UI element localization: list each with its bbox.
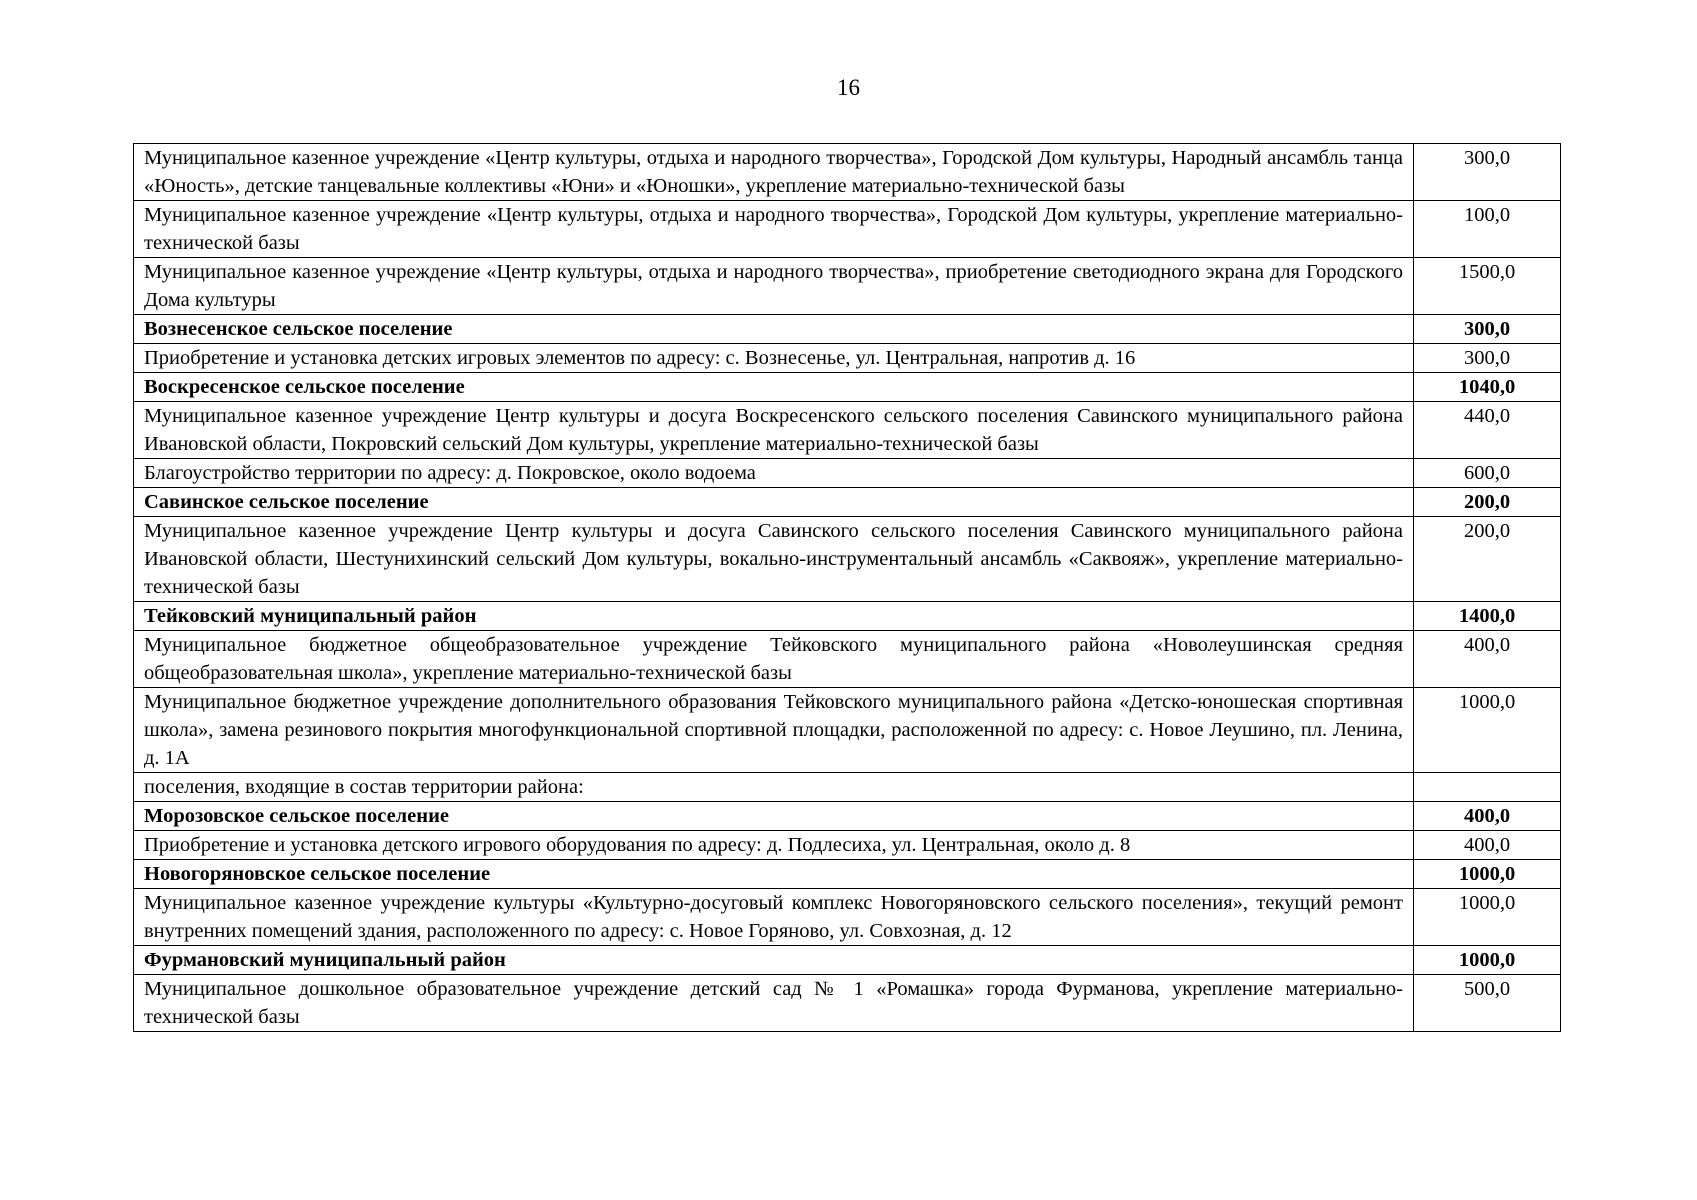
- row-description: Муниципальное казенное учреждение культуры «Культурно-досуговый комплекс Новогоряновского сельского поселения», текущий ремонт внутренних помещений здания, расположенного по адресу: с. Новое Горяново, ул. Совхозная, д. 12: [134, 889, 1414, 946]
- section-total: 300,0: [1414, 315, 1561, 344]
- section-title: Новогоряновское сельское поселение: [134, 860, 1414, 889]
- section-row: [134, 602, 1561, 631]
- section-row: [134, 488, 1561, 517]
- section-title: Тейковский муниципальный район: [134, 602, 1414, 631]
- section-row: [134, 946, 1561, 975]
- row-amount: [1414, 773, 1561, 802]
- row-amount: 1000,0: [1414, 688, 1561, 773]
- row-description: Муниципальное казенное учреждение «Центр культуры, отдыха и народного творчества», Городской Дом культуры, Народный ансамбль танца «Юность», детские танцевальные коллективы «Юни» и «Юношки», укрепление материально-технической базы: [134, 144, 1414, 201]
- table-row: [134, 889, 1561, 946]
- row-description: Муниципальное дошкольное образовательное учреждение детский сад № 1 «Ромашка» города Фурманова, укрепление материально- технической базы: [134, 975, 1414, 1032]
- section-total: 200,0: [1414, 488, 1561, 517]
- section-total: 1000,0: [1414, 946, 1561, 975]
- row-amount: 300,0: [1414, 144, 1561, 201]
- row-description: Муниципальное казенное учреждение «Центр культуры, отдыха и народного творчества», Городской Дом культуры, укрепление материально-технической базы: [134, 201, 1414, 258]
- row-amount: 440,0: [1414, 402, 1561, 459]
- table-row: [134, 688, 1561, 773]
- row-description: Муниципальное бюджетное учреждение дополнительного образования Тейковского муниципального района «Детско-юношеская спортивная школа», замена резинового покрытия многофункциональной спортивной площадки, расположенной по адресу: с. Новое Леушино, пл. Ленина, д. 1А: [134, 688, 1414, 773]
- table-row: [134, 517, 1561, 602]
- section-row: [134, 315, 1561, 344]
- table-row: [134, 773, 1561, 802]
- section-total: 400,0: [1414, 802, 1561, 831]
- page-number: 16: [837, 75, 860, 100]
- allocation-table: [133, 143, 1561, 1032]
- row-description: Приобретение и установка детского игрового оборудования по адресу: д. Подлесиха, ул. Центральная, около д. 8: [134, 831, 1414, 860]
- section-total: 1000,0: [1414, 860, 1561, 889]
- row-amount: 1500,0: [1414, 258, 1561, 315]
- row-amount: 300,0: [1414, 344, 1561, 373]
- table-row: [134, 831, 1561, 860]
- section-title: Морозовское сельское поселение: [134, 802, 1414, 831]
- row-amount: 100,0: [1414, 201, 1561, 258]
- section-title: Вознесенское сельское поселение: [134, 315, 1414, 344]
- table-row: [134, 258, 1561, 315]
- row-amount: 1000,0: [1414, 889, 1561, 946]
- row-description: Приобретение и установка детских игровых элементов по адресу: с. Вознесенье, ул. Центральная, напротив д. 16: [134, 344, 1414, 373]
- row-amount: 400,0: [1414, 831, 1561, 860]
- table-row: [134, 344, 1561, 373]
- row-amount: 500,0: [1414, 975, 1561, 1032]
- table-row: [134, 459, 1561, 488]
- row-description: поселения, входящие в состав территории района:: [134, 773, 1414, 802]
- table-row: [134, 631, 1561, 688]
- row-description: Муниципальное казенное учреждение Центр культуры и досуга Воскресенского сельского поселения Савинского муниципального района Ивановской области, Покровский сельский Дом культуры, укрепление материально-технической базы: [134, 402, 1414, 459]
- row-amount: 200,0: [1414, 517, 1561, 602]
- table-row: [134, 975, 1561, 1032]
- section-total: 1400,0: [1414, 602, 1561, 631]
- row-description: Благоустройство территории по адресу: д. Покровское, около водоема: [134, 459, 1414, 488]
- table-row: [134, 144, 1561, 201]
- row-description: Муниципальное казенное учреждение Центр культуры и досуга Савинского сельского поселения Савинского муниципального района Ивановской области, Шестунихинский сельский Дом культуры, вокально-инструментальный ансамбль «Саквояж», укрепление материально-технической базы: [134, 517, 1414, 602]
- section-title: Савинское сельское поселение: [134, 488, 1414, 517]
- section-row: [134, 373, 1561, 402]
- section-title: Фурмановский муниципальный район: [134, 946, 1414, 975]
- section-total: 1040,0: [1414, 373, 1561, 402]
- section-row: [134, 860, 1561, 889]
- table-row: [134, 402, 1561, 459]
- row-amount: 600,0: [1414, 459, 1561, 488]
- section-row: [134, 802, 1561, 831]
- row-amount: 400,0: [1414, 631, 1561, 688]
- row-description: Муниципальное бюджетное общеобразовательное учреждение Тейковского муниципального района «Новолеушинская средняя общеобразовательная школа», укрепление материально-технической базы: [134, 631, 1414, 688]
- section-title: Воскресенское сельское поселение: [134, 373, 1414, 402]
- row-description: Муниципальное казенное учреждение «Центр культуры, отдыха и народного творчества», приобретение светодиодного экрана для Городского Дома культуры: [134, 258, 1414, 315]
- table-row: [134, 201, 1561, 258]
